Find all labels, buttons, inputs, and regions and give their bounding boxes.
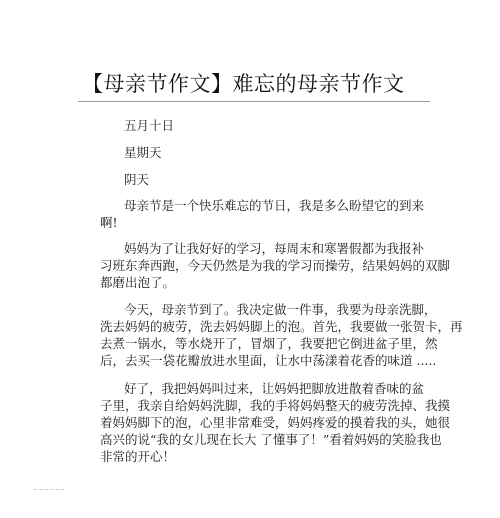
paragraph-4-line-1: 好了，我把妈妈叫过来，让妈妈把脚放进散着香味的盆: [124, 381, 425, 396]
paragraph-1-line-1: 母亲节是一个快乐难忘的节日，我是多么盼望它的到来: [124, 198, 425, 213]
paragraph-4-line-3: 着妈妈脚下的泡，心里非常难受，妈妈疼爱的摸着我的头，她很: [100, 415, 451, 430]
document-title: 【母亲节作文】难忘的母亲节作文: [82, 72, 405, 96]
page-corner-mark: [34, 489, 64, 490]
paragraph-2-line-1: 妈妈为了让我好好的学习，每周末和寒署假都为我报补: [124, 241, 425, 256]
title-underline: [78, 101, 430, 102]
diary-weekday: 星期天: [124, 145, 162, 160]
paragraph-3-line-4: 后，去买一袋花瓣放进水里面，让水中荡漾着花香的味道 .....: [100, 353, 437, 368]
diary-date: 五月十日: [124, 118, 175, 133]
paragraph-3-line-2: 洗去妈妈的疲劳，洗去妈妈脚上的泡。首先，我要做一张贺卡，再: [100, 319, 463, 334]
paragraph-4-line-4: 高兴的说“我的女儿现在长大 了懂事了！”看着妈妈的笑脸我也: [100, 432, 442, 447]
paragraph-4-line-2: 子里，我亲自给妈妈洗脚，我的手将妈妈整天的疲劳洗掉、我摸: [100, 398, 451, 413]
paragraph-1-line-2: 啊!: [100, 215, 118, 230]
paragraph-4-line-5: 非常的开心！: [100, 449, 176, 464]
diary-weather: 阴天: [124, 172, 150, 187]
paragraph-2-line-3: 都磨出泡了。: [100, 275, 176, 290]
paragraph-3-line-1: 今天，母亲节到了。我决定做一件事，我要为母亲洗脚，: [124, 302, 437, 317]
paragraph-2-line-2: 习班东奔西跑，今天仍然是为我的学习而操劳，结果妈妈的双脚: [100, 258, 451, 273]
paragraph-3-line-3: 去煮一锅水，等水烧开了，冒烟了，我要把它倒进盆子里，然: [100, 336, 438, 351]
